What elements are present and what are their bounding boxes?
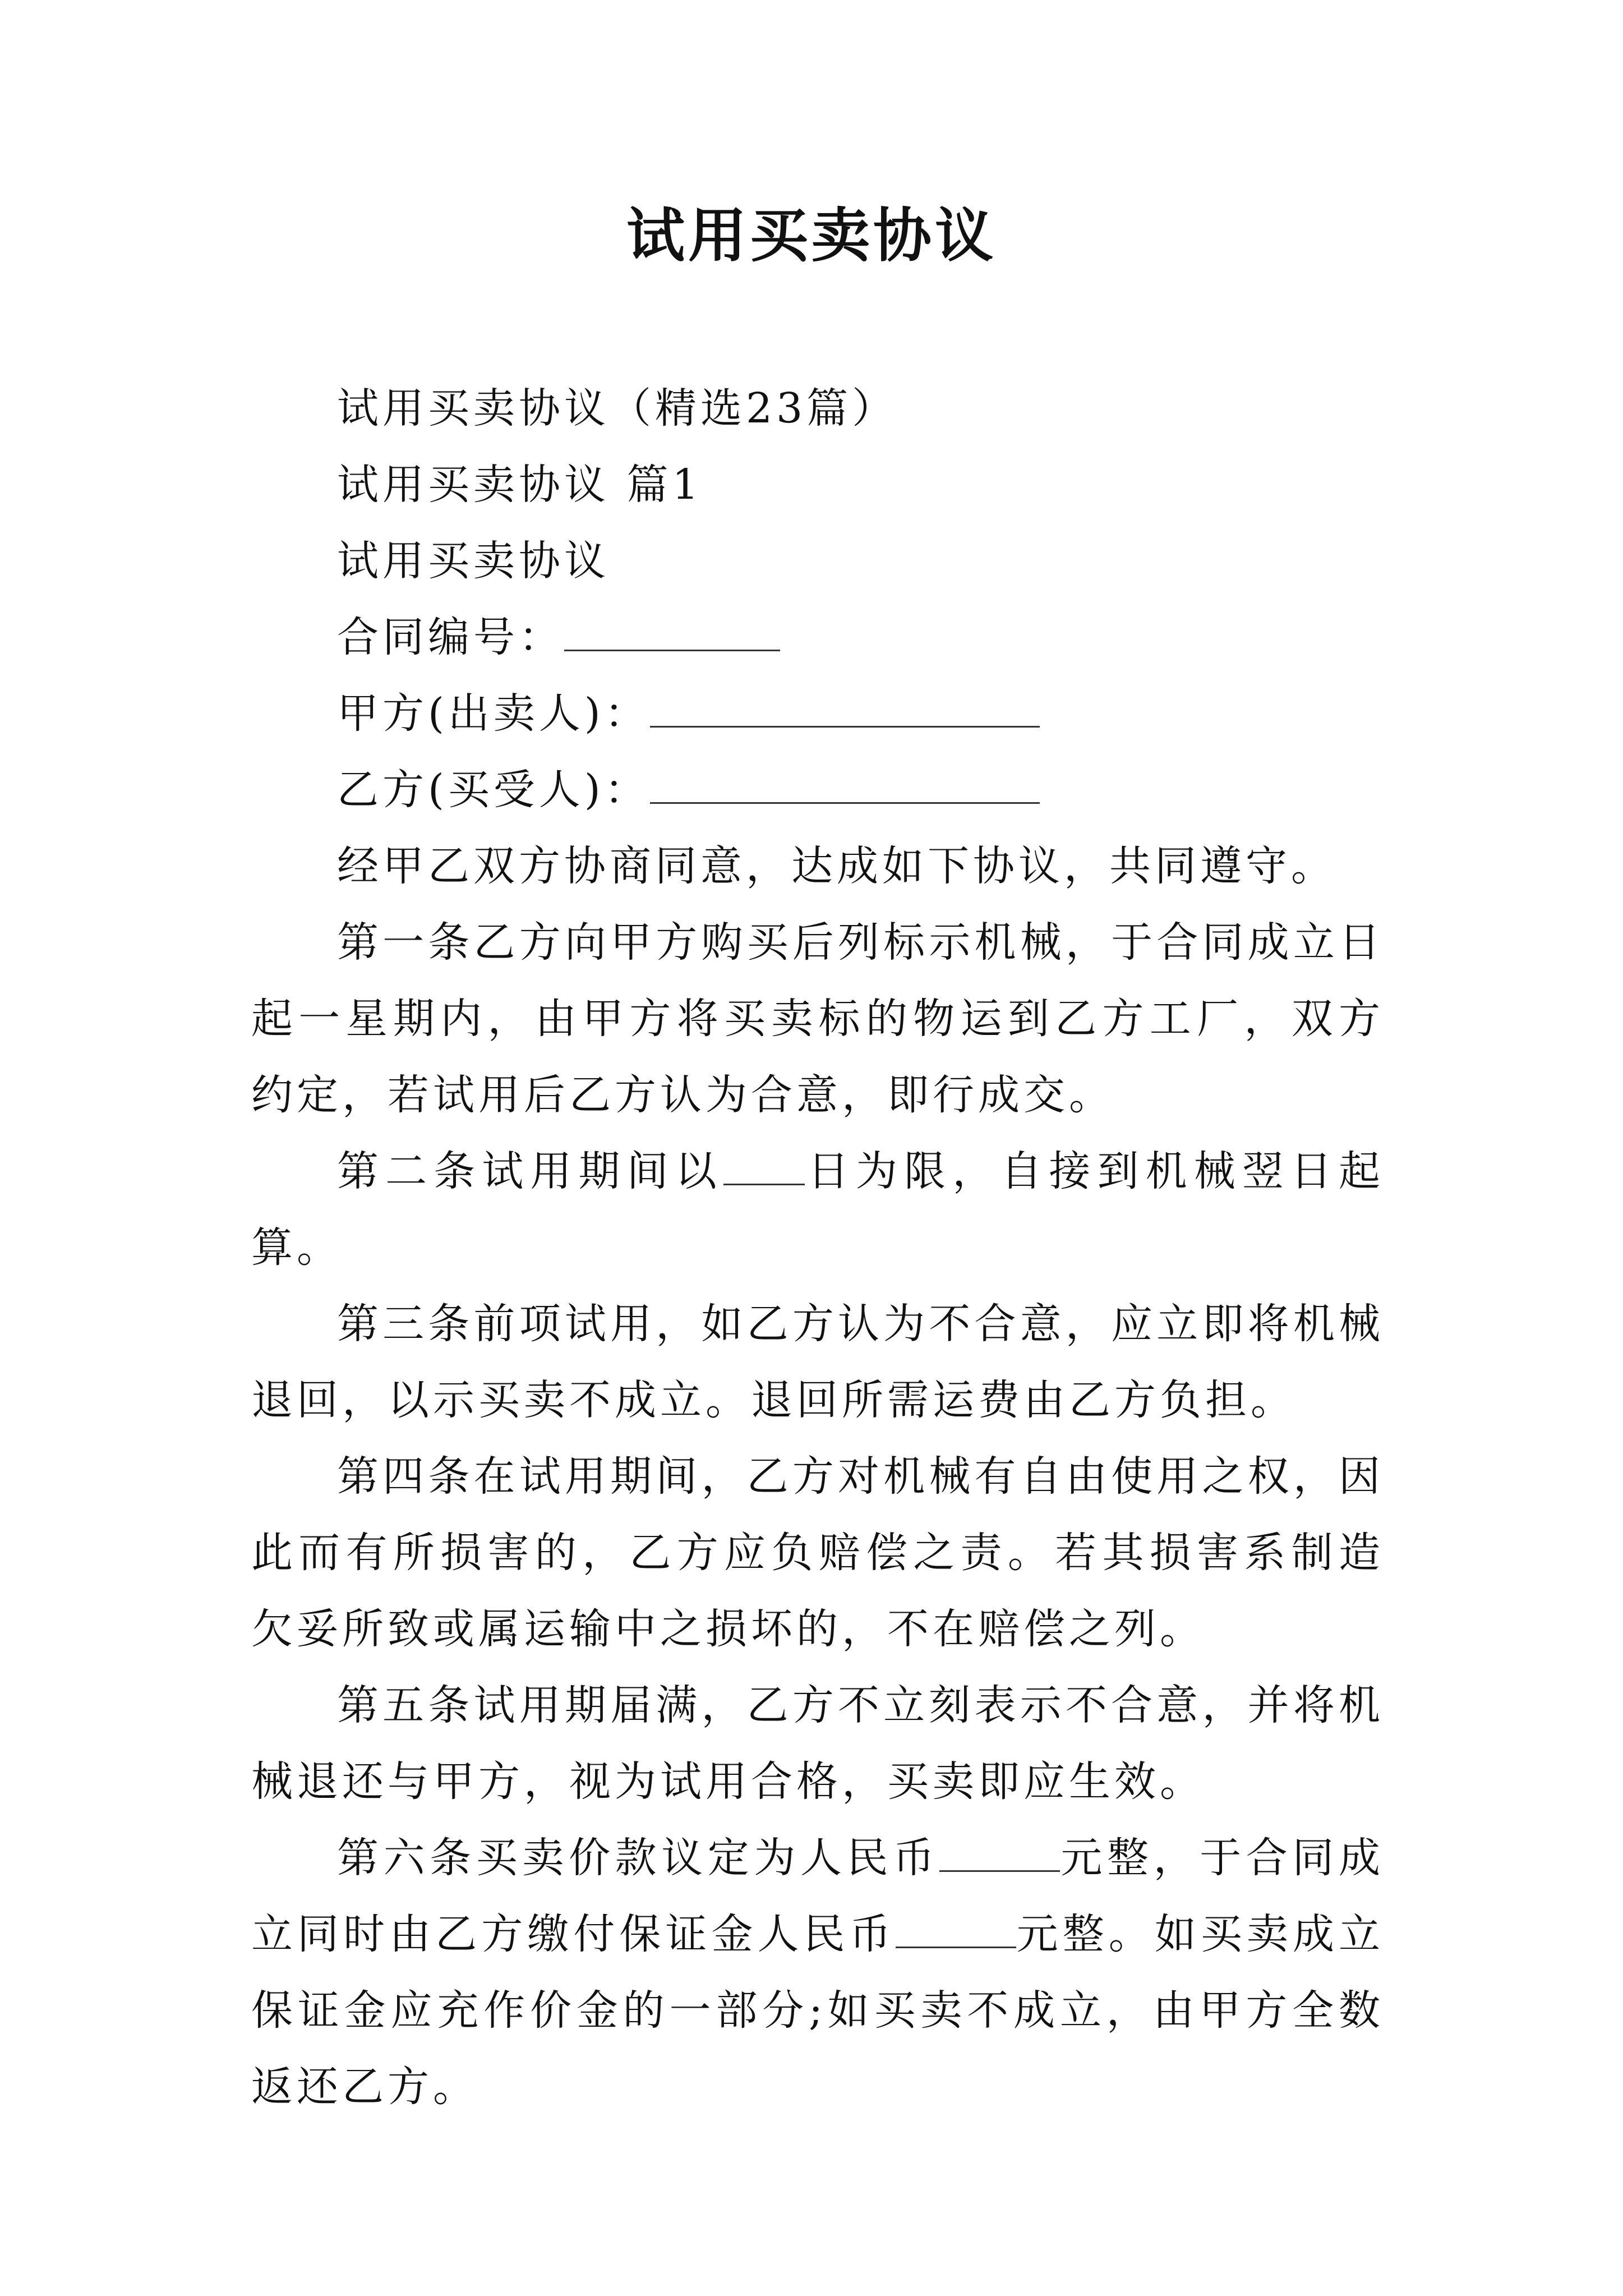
article-3: 第三条前项试用，如乙方认为不合意，应立即将机械退回，以示买卖不成立。退回所需运费由乙方负担。 <box>251 1300 1384 1424</box>
document-title: 试用买卖协议 <box>626 201 997 270</box>
article-4: 第四条在试用期间，乙方对机械有自由使用之权，因此而有所损害的，乙方应负赔偿之责。若其损害系制造欠妥所致或属运输中之损坏的，不在赔偿之列。 <box>251 1452 1384 1653</box>
article-1: 第一条乙方向甲方购买后列标示机械，于合同成立日起一星期内，由甲方将买卖标的物运到乙方工厂，双方约定，若试用后乙方认为合意，即行成交。 <box>251 918 1384 1119</box>
document-body <box>251 370 1384 2125</box>
article-2-after: 日为限，自接到机械翌日起算。 <box>251 1147 1385 1272</box>
contract-number-line <box>251 599 1384 675</box>
doc-heading: 试用买卖协议 <box>337 537 610 585</box>
section-heading: 试用买卖协议 篇1 <box>337 461 703 509</box>
contract-number-label: 合同编号： <box>337 613 564 661</box>
contract-number-blank <box>564 614 780 651</box>
article-2-before: 第二条试用期间以 <box>337 1147 723 1195</box>
preamble: 经甲乙双方协商同意，达成如下协议，共同遵守。 <box>337 842 1336 890</box>
article-2 <box>251 1133 1384 1286</box>
article-6-part3: 元整。如买卖成立保证金应充作价金的一部分;如买卖不成立，由甲方全数返还乙方。 <box>251 1910 1385 2111</box>
trial-days-blank <box>723 1148 805 1185</box>
party-b-blank <box>650 766 1040 804</box>
deposit-blank <box>896 1911 1016 1948</box>
article-6-part1: 第六条买卖价款议定为人民币 <box>337 1834 939 1882</box>
party-b-line <box>251 752 1384 828</box>
party-a-blank <box>650 690 1040 728</box>
article-6 <box>251 1820 1384 2125</box>
article-5: 第五条试用期届满，乙方不立刻表示不合意，并将机械退还与甲方，视为试用合格，买卖即应生效。 <box>251 1681 1384 1806</box>
subtitle: 试用买卖协议（精选23篇） <box>337 384 898 432</box>
party-b-label: 乙方(买受人)： <box>337 766 650 814</box>
party-a-line <box>251 675 1384 752</box>
party-a-label: 甲方(出卖人)： <box>337 689 650 738</box>
price-blank <box>939 1834 1060 1872</box>
article-6-part2: 元整，于合同成立同时由乙方缴付保证金人民币 <box>251 1834 1385 1958</box>
